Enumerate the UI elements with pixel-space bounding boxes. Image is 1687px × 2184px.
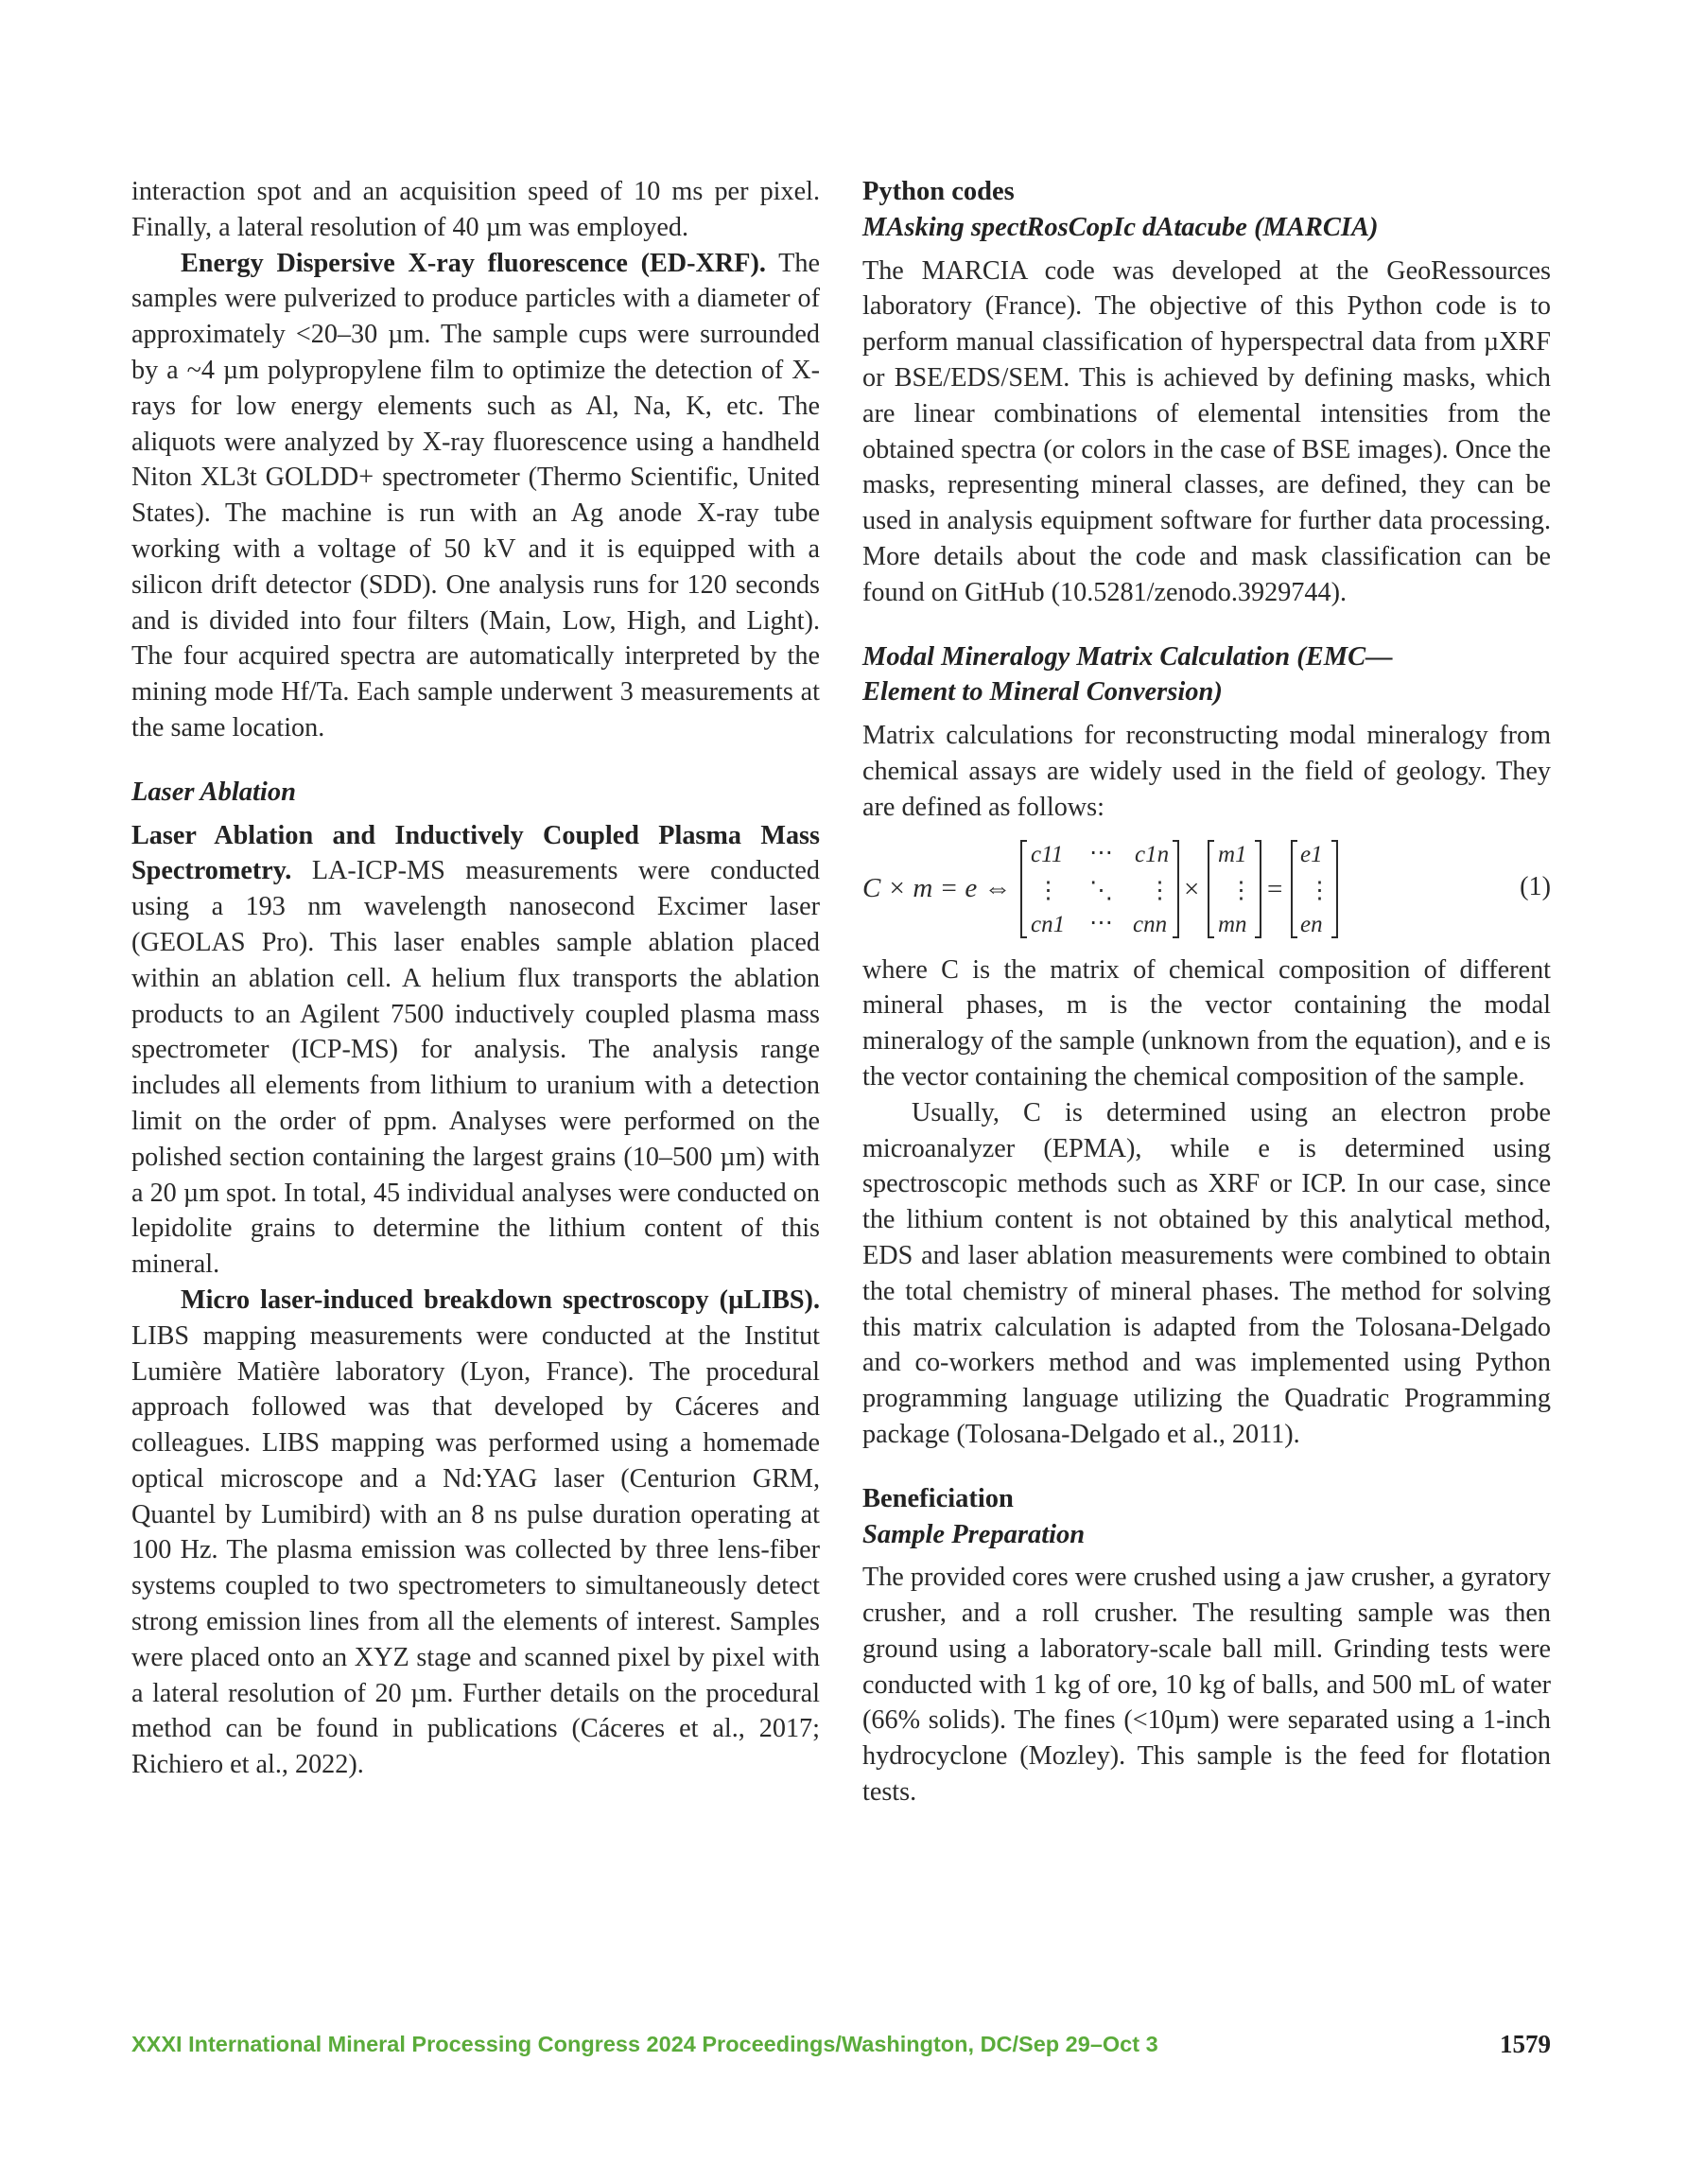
libs-heading: Micro laser-induced breakdown spectroscopy (µLIBS). bbox=[181, 1284, 820, 1315]
vector-e-right-bracket bbox=[1331, 841, 1337, 937]
left-column bbox=[131, 174, 820, 1783]
matrix-c-top-dots: ⋯ bbox=[1089, 839, 1113, 865]
matrix-c11: c11 bbox=[1031, 841, 1064, 867]
vector-e-left-bracket bbox=[1292, 841, 1297, 937]
vector-m-right-bracket bbox=[1255, 841, 1261, 937]
paragraph-emc-intro: Matrix calculations for reconstructing modal mineralogy from chemical assays are widely used in the field of geology. They are defined as follows: bbox=[862, 721, 1551, 822]
matrix-c-diag-dots: ⋱ bbox=[1089, 877, 1113, 903]
equals-sign: = bbox=[1267, 873, 1283, 904]
edxrf-heading: Energy Dispersive X-ray fluorescence (ED-XRF). bbox=[181, 248, 766, 278]
paragraph-acquisition: interaction spot and an acquisition speed of 10 ms per pixel. Finally, a lateral resolution of 40 µm was employed. bbox=[131, 177, 820, 242]
edxrf-text: The samples were pulverized to produce particles with a diameter of approximately <20–30 µm. The sample cups were surrounded by a ~4 µm polypropylene film to optimize the detection of X-rays for low energy elements such as Al, Na, K, etc. The aliquots were analyzed by X-ray fluorescence using a handheld Niton XL3t GOLDD+ spectrometer (Thermo Scientific, United States). The machine is run with an Ag anode X-ray tube working with a voltage of 50 kV and it is equipped with a silicon drift detector (SDD). One analysis runs for 120 seconds and is divided into four filters (Main, Low, High, and Light). The four acquired spectra are automatically interpreted by the mining mode Hf/Ta. Each sample underwent 3 measurements at the same location. bbox=[131, 248, 820, 743]
emc-heading bbox=[862, 639, 1551, 711]
matrix-cn1: cn1 bbox=[1031, 911, 1066, 937]
paragraph-sample-preparation: The provided cores were crushed using a jaw crusher, a gyratory crusher, and a roll crusher. The resulting sample was then ground using a laboratory-scale ball mill. Grinding tests were conducted with 1 kg of ore, 10 kg of balls, and 500 mL of water (66% solids). The fines (<10µm) were separated using a 1-inch hydrocyclone (Mozley). This sample is the feed for flotation tests. bbox=[862, 1563, 1551, 1808]
equation-graphic bbox=[862, 831, 1392, 945]
marcia-heading: MAsking spectRosCopIc dAtacube (MARCIA) bbox=[862, 212, 1379, 242]
equation-lhs: C × m = e ⇔ bbox=[862, 872, 1012, 903]
equation-number: (1) bbox=[1520, 871, 1551, 901]
beneficiation-heading: Beneficiation bbox=[862, 1483, 1014, 1513]
matrix-c-right-vdots: ⋮ bbox=[1148, 877, 1172, 903]
matrix-c-left-vdots: ⋮ bbox=[1036, 877, 1060, 903]
vector-en: en bbox=[1300, 911, 1323, 937]
laicpms-text: LA-ICP-MS measurements were conducted using a 193 nm wavelength nanosecond Excimer laser (GEOLAS Pro). This laser enables sample ablation placed within an ablation cell. A helium flux transports the ablation products to an Agilent 7500 inductively coupled plasma mass spectrometer (ICP-MS) for analysis. The analysis range includes all elements from lithium to uranium with a detection limit on the order of ppm. Analyses were performed on the polished section containing the largest grains (10–500 µm) with a 20 µm spot. In total, 45 individual analyses were conducted on lepidolite grains to determine the lithium content of this mineral. bbox=[131, 856, 820, 1280]
vector-m1: m1 bbox=[1218, 841, 1247, 867]
paragraph-libs bbox=[131, 1283, 820, 1783]
matrix-c-right-bracket bbox=[1173, 841, 1178, 937]
footer-proceedings-text: XXXI International Mineral Processing Congress 2024 Proceedings/Washington, DC/Sep 29–Oct 3 bbox=[131, 2032, 1158, 2056]
paragraph-usually: Usually, C is determined using an electron probe microanalyzer (EPMA), while e is determined using spectroscopic methods such as XRF or ICP. In our case, since the lithium content is not obtained by this analytical method, EDS and laser ablation measurements were combined to obtain the total chemistry of mineral phases. The method for solving this matrix calculation is adapted from the Tolosana-Delgado and co-workers method and was implemented using Python programming language utilizing the Quadratic Programming package (Tolosana-Delgado et al., 2011). bbox=[862, 1097, 1551, 1449]
paragraph-marcia: The MARCIA code was developed at the GeoRessources laboratory (France). The objective of this Python code is to perform manual classification of hyperspectral data from µXRF or BSE/EDS/SEM. This is achieved by defining masks, which are linear combinations of elemental intensities from the obtained spectra (or colors in the case of BSE images). Once the masks, representing mineral classes, are defined, they can be used in analysis equipment software for further data processing. More details about the code and mask classification can be found on GitHub (10.5281/zenodo.3929744). bbox=[862, 255, 1551, 607]
libs-text: LIBS mapping measurements were conducted at the Institut Lumière Matière laboratory (Lyon, France). The procedural approach followed was that developed by Cáceres and colleagues. LIBS mapping was performed using a homemade optical microscope and a Nd:YAG laser (Centurion GRM, Quantel by Lumibird) with an 8 ns pulse duration operating at 100 Hz. The plasma emission was collected by three lens-fiber systems coupled to two spectrometers to simultaneously detect strong emission lines from all the elements of interest. Samples were placed onto an XYZ stage and scanned pixel by pixel with a lateral resolution of 20 µm. Further details on the procedural method can be found in publications (Cáceres et al., 2017; Richiero et al., 2022). bbox=[131, 1320, 820, 1780]
vector-e-vdots: ⋮ bbox=[1308, 877, 1331, 903]
vector-m-vdots: ⋮ bbox=[1229, 877, 1253, 903]
python-codes-heading: Python codes bbox=[862, 177, 1015, 206]
paragraph-edxrf bbox=[131, 246, 820, 746]
page-footer bbox=[131, 2028, 1551, 2066]
equation-1 bbox=[862, 831, 1551, 945]
matrix-c1n: c1n bbox=[1135, 841, 1170, 867]
times-sign: × bbox=[1184, 873, 1200, 904]
laicpms-heading: Laser Ablation and Inductively Coupled Plasma Mass Spectrometry. bbox=[131, 820, 820, 886]
vector-mn: mn bbox=[1218, 911, 1247, 937]
right-column bbox=[862, 174, 1551, 1810]
paragraph-where: where C is the matrix of chemical composition of different mineral phases, m is the vector containing the modal mineralogy of the sample (unknown from the equation), and e is the vector containing the chemical composition of the sample. bbox=[862, 954, 1551, 1092]
sample-preparation-heading: Sample Preparation bbox=[862, 1519, 1086, 1549]
matrix-c-left-bracket bbox=[1021, 841, 1027, 937]
paragraph-laicpms bbox=[131, 818, 820, 1283]
laser-ablation-heading: Laser Ablation bbox=[131, 777, 296, 807]
emc-heading-line1: Modal Mineralogy Matrix Calculation (EMC— bbox=[862, 641, 1393, 672]
emc-heading-line2: Element to Mineral Conversion) bbox=[862, 677, 1223, 708]
matrix-c-bottom-dots: ⋯ bbox=[1089, 909, 1113, 935]
matrix-cnn: cnn bbox=[1133, 911, 1168, 937]
vector-e1: e1 bbox=[1300, 841, 1323, 867]
page-number: 1579 bbox=[1500, 2030, 1551, 2058]
vector-m-left-bracket bbox=[1209, 841, 1214, 937]
